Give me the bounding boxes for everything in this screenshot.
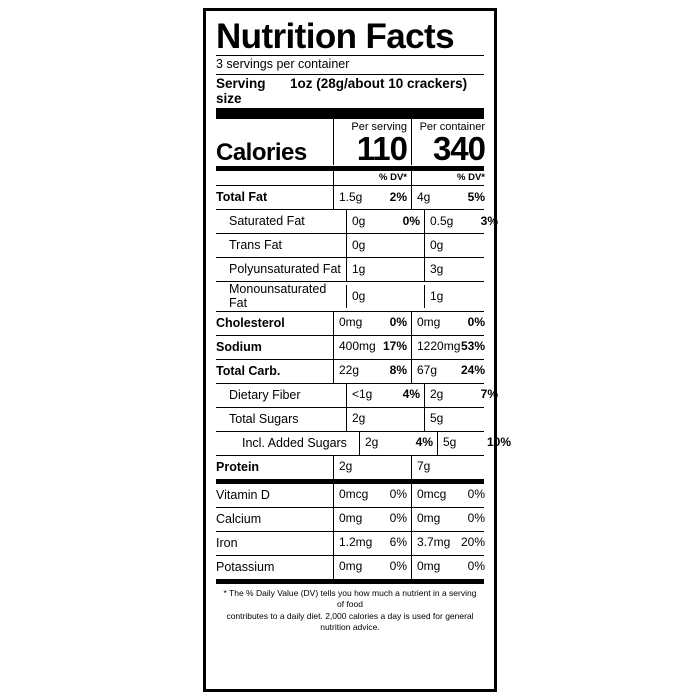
dv-per-serving: 0% (389, 315, 407, 330)
dv-per-container: 53% (460, 339, 485, 354)
nutrient-cell-per-container (411, 508, 489, 531)
nutrient-name: Cholesterol (216, 316, 285, 331)
amount-per-serving: 0g (352, 237, 366, 252)
amount-per-container: 1g (430, 288, 444, 303)
divider-thick-header (216, 108, 484, 119)
nutrient-cell-per-serving (346, 210, 424, 233)
dv-per-container: 3% (480, 213, 498, 228)
amount-per-serving: 0mg (339, 511, 363, 526)
nutrient-name: Sodium (216, 340, 262, 355)
daily-value-header-row (216, 171, 484, 186)
nutrient-name: Saturated Fat (229, 214, 305, 229)
table-row (216, 282, 484, 312)
nutrient-name: Protein (216, 460, 260, 475)
table-row (216, 234, 484, 258)
footnote (216, 584, 484, 634)
table-row (216, 408, 484, 432)
table-row (216, 532, 484, 556)
serving-size-row (216, 76, 484, 106)
nutrient-cell-per-serving (346, 384, 424, 407)
amount-per-container: 5g (430, 411, 444, 426)
nutrient-cell-per-container (411, 360, 489, 383)
table-row (216, 312, 484, 336)
amount-per-serving: 0mg (339, 559, 363, 574)
nutrient-name: Dietary Fiber (229, 388, 301, 403)
nutrient-rows (216, 186, 511, 479)
table-row (216, 508, 484, 532)
amount-per-container: 1220mg (417, 339, 461, 354)
nutrient-cell-per-container (424, 408, 502, 431)
table-row (216, 484, 484, 508)
nutrient-cell-per-container (424, 258, 502, 281)
nutrient-cell-per-container (411, 532, 489, 555)
amount-per-serving: 1g (352, 261, 366, 276)
page-title: Nutrition Facts (216, 17, 454, 56)
serving-size-label: Serving size (216, 75, 266, 106)
amount-per-serving: <1g (352, 387, 373, 402)
divider-under-servings (216, 74, 484, 75)
table-row (216, 210, 498, 234)
nutrient-name: Monounsaturated Fat (229, 282, 327, 311)
calories-label: Calories (216, 138, 307, 166)
nutrient-name: Calcium (216, 512, 262, 527)
dv-per-serving: 0% (389, 487, 407, 502)
amount-per-container: 0mcg (417, 487, 447, 502)
nutrient-name: Iron (216, 536, 238, 551)
dv-per-container: 24% (460, 363, 485, 378)
column-header-per-container: Per container (411, 119, 489, 133)
amount-per-container: 5g (443, 435, 457, 450)
dv-per-container: 10% (486, 435, 511, 450)
dv-per-container: 0% (467, 315, 485, 330)
nutrient-cell-per-serving (333, 508, 411, 531)
amount-per-container: 0.5g (430, 213, 454, 228)
amount-per-container: 0mg (417, 315, 441, 330)
nutrient-name: Potassium (216, 560, 275, 575)
nutrient-cell-per-serving (333, 336, 411, 359)
dv-header-spacer (216, 171, 333, 185)
nutrient-cell-per-container (411, 312, 489, 335)
servings-per-container: 3 servings per container (216, 57, 350, 71)
amount-per-container: 7g (417, 459, 431, 474)
nutrient-name: Vitamin D (216, 488, 270, 503)
column-header-per-serving: Per serving (333, 119, 411, 133)
nutrient-cell-per-container (424, 210, 502, 233)
nutrient-cell-per-container (411, 484, 489, 507)
amount-per-serving: 0g (352, 288, 366, 303)
dv-per-serving: 0% (389, 559, 407, 574)
nutrient-name: Total Fat (216, 190, 268, 205)
vitamin-rows (216, 484, 484, 579)
dv-per-container: 0% (467, 559, 485, 574)
footnote-line-2: contributes to a daily diet. 2,000 calories a day is used for general nutrition advice. (226, 610, 474, 633)
table-row (216, 456, 484, 479)
amount-per-container: 0mg (417, 511, 441, 526)
nutrient-cell-per-container (411, 336, 489, 359)
dv-per-serving: 2% (389, 189, 407, 204)
nutrient-cell-per-container (411, 456, 489, 479)
nutrient-name: Trans Fat (229, 238, 283, 253)
table-row (216, 556, 484, 579)
dv-header-per-serving: % DV* (333, 171, 411, 185)
amount-per-serving: 400mg (339, 339, 376, 354)
calories-per-serving: 110 (333, 133, 411, 165)
table-row (216, 360, 484, 384)
nutrient-cell-per-serving (359, 432, 437, 455)
table-row (216, 432, 511, 456)
nutrient-cell-per-serving (333, 484, 411, 507)
table-row (216, 336, 484, 360)
nutrient-cell-per-serving (333, 312, 411, 335)
dv-per-serving: 4% (415, 435, 433, 450)
nutrition-facts-panel (203, 8, 511, 692)
nutrient-cell-per-container (424, 285, 502, 308)
dv-per-serving: 6% (389, 535, 407, 550)
nutrient-name: Incl. Added Sugars (242, 436, 347, 451)
column-header-spacer (216, 119, 333, 133)
amount-per-serving: 0mcg (339, 487, 369, 502)
nutrient-cell-per-serving (333, 456, 411, 479)
nutrient-name: Total Sugars (229, 412, 299, 427)
nutrient-cell-per-serving (346, 234, 424, 257)
amount-per-serving: 1.2mg (339, 535, 373, 550)
table-row (216, 258, 484, 282)
nutrient-cell-per-container (424, 234, 502, 257)
amount-per-container: 3.7mg (417, 535, 451, 550)
nutrient-name: Polyunsaturated Fat (229, 262, 341, 277)
amount-per-serving: 1.5g (339, 189, 363, 204)
amount-per-container: 4g (417, 189, 431, 204)
nutrient-cell-per-container (411, 186, 489, 209)
nutrient-cell-per-serving (333, 360, 411, 383)
dv-per-serving: 4% (402, 387, 420, 402)
table-row (216, 186, 484, 210)
nutrient-cell-per-container (424, 384, 502, 407)
amount-per-serving: 2g (352, 411, 366, 426)
amount-per-serving: 2g (339, 459, 353, 474)
amount-per-serving: 0mg (339, 315, 363, 330)
dv-per-serving: 17% (382, 339, 407, 354)
nutrient-cell-per-serving (346, 408, 424, 431)
table-row (216, 384, 498, 408)
dv-per-container: 20% (460, 535, 485, 550)
dv-per-container: 0% (467, 511, 485, 526)
dv-per-container: 0% (467, 487, 485, 502)
serving-size-value: 1oz (28g/about 10 crackers) (290, 75, 468, 91)
nutrient-cell-per-container (437, 432, 515, 455)
amount-per-serving: 2g (365, 435, 379, 450)
dv-per-container: 5% (467, 189, 485, 204)
amount-per-container: 67g (417, 363, 438, 378)
amount-per-serving: 22g (339, 363, 360, 378)
dv-per-container: 7% (480, 387, 498, 402)
dv-per-serving: 0% (402, 213, 420, 228)
amount-per-container: 2g (430, 387, 444, 402)
amount-per-container: 0mg (417, 559, 441, 574)
nutrient-cell-per-container (411, 556, 489, 579)
nutrient-cell-per-serving (333, 556, 411, 579)
nutrient-cell-per-serving (333, 532, 411, 555)
amount-per-container: 0g (430, 237, 444, 252)
dv-per-serving: 8% (389, 363, 407, 378)
nutrient-cell-per-serving (346, 258, 424, 281)
amount-per-container: 3g (430, 261, 444, 276)
nutrient-cell-per-serving (333, 186, 411, 209)
dv-header-per-container: % DV* (411, 171, 489, 185)
footnote-line-1: * The % Daily Value (DV) tells you how much a nutrient in a serving of food (223, 587, 477, 610)
calories-row (216, 129, 485, 171)
dv-per-serving: 0% (389, 511, 407, 526)
nutrient-name: Total Carb. (216, 364, 281, 379)
calories-per-container: 340 (411, 133, 489, 165)
nutrient-cell-per-serving (346, 285, 424, 308)
amount-per-serving: 0g (352, 213, 366, 228)
